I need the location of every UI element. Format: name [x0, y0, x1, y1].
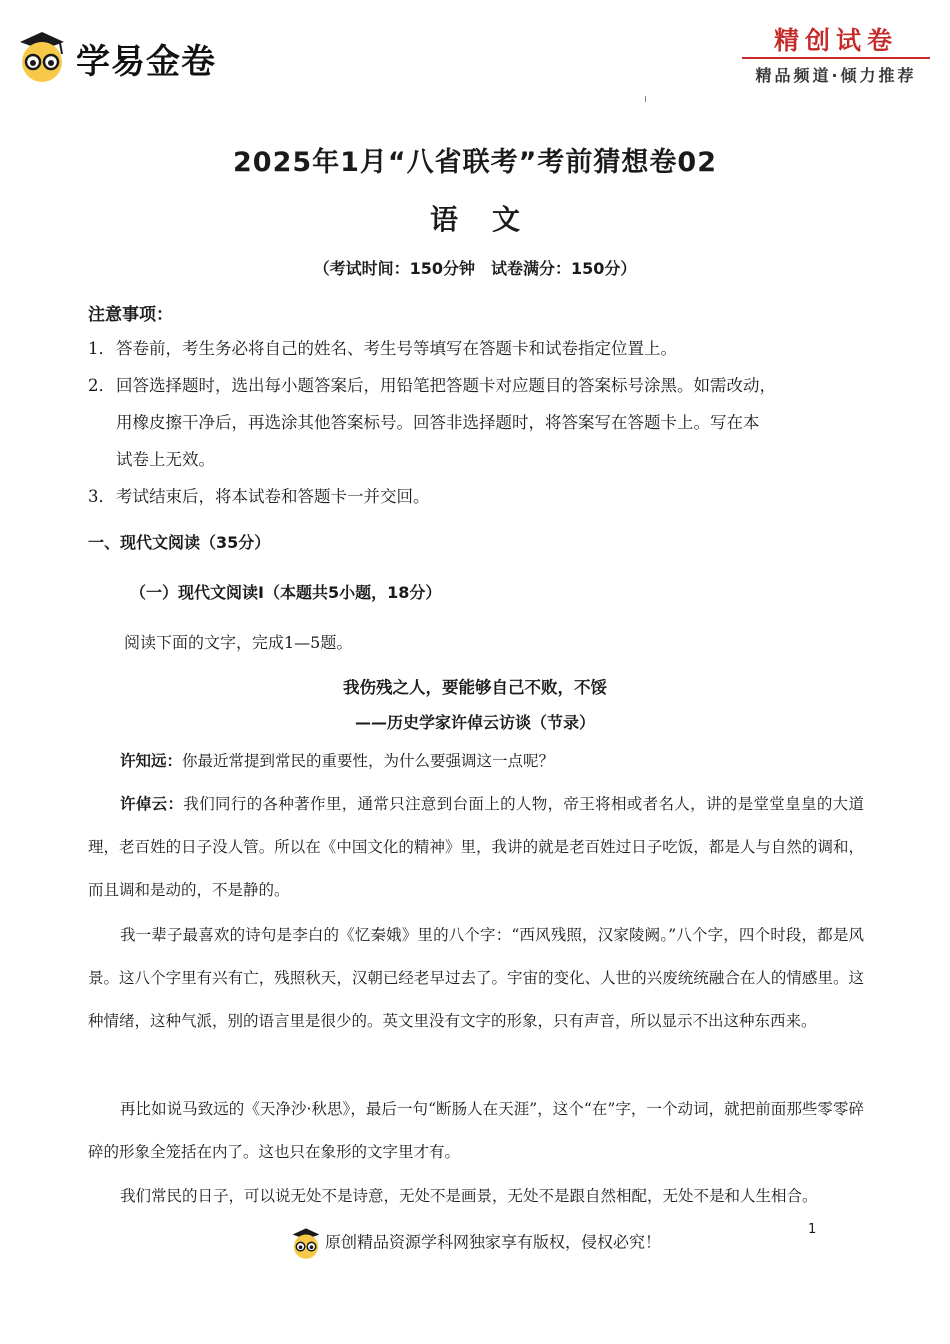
speaker-label: 许倬云： [120, 795, 184, 813]
article-paragraph-4: 再比如说马致远的《天净沙·秋思》，最后一句“断肠人在天涯”，这个“在”字，一个动词，就把前面那些零零碎碎的形象全笼括在内了。这也只在象形的文字里才有。 [88, 1100, 864, 1161]
notes-heading: 注意事项： [88, 305, 173, 325]
note-item-2: 2．回答选择题时，选出每小题答案后，用铅笔把答题卡对应题目的答案标号涂黑。如需改动， 用橡皮擦干净后，再选涂其他答案标号。回答非选择题时，将答案写在答题卡上。写在本 试卷上无效。 [88, 376, 776, 469]
note-item-1: 1．答卷前，考生务必将自己的姓名、考生号等填写在答题卡和试卷指定位置上。 [88, 339, 677, 358]
brand-divider [742, 57, 930, 59]
brand-logo-right [736, 26, 936, 90]
owl-mascot-icon [14, 28, 70, 84]
brand-logo-left [14, 26, 244, 84]
section-heading: 一、现代文阅读（35分） [88, 533, 271, 552]
brand-slogan: 精品频道·倾力推荐 [755, 66, 917, 85]
page-number: 1 [808, 1222, 817, 1237]
note-item-3: 3．考试结束后，将本试卷和答题卡一并交回。 [88, 487, 430, 506]
subsection-heading: （一）现代文阅读Ⅰ（本题共5小题，18分） [130, 583, 442, 602]
decorative-tick [645, 96, 646, 102]
exam-time-info: （考试时间：150分钟 试卷满分：150分） [313, 259, 637, 278]
article-paragraph-5: 我们常民的日子，可以说无处不是诗意，无处不是画景，无处不是跟自然相配，无处不是和人生相合。 [120, 1187, 818, 1205]
article-title: 我伤残之人，要能够自己不败，不馁 [343, 678, 607, 697]
article-paragraph-2: 许倬云：我们同行的各种著作里，通常只注意到台面上的人物，帝王将相或者名人，讲的是堂堂皇皇的大道理，老百姓的日子没人管。所以在《中国文化的精神》里，我讲的就是老百姓过日子吃饭，都是人与自然的调和，而且调和是动的，不是静的。 [88, 795, 864, 899]
article-paragraph-1: 许知远：你最近常提到常民的重要性，为什么要强调这一点呢？ [120, 752, 555, 770]
article-subtitle: ——历史学家许倬云访谈（节录） [354, 713, 595, 732]
reading-instruction: 阅读下面的文字，完成1—5题。 [124, 633, 353, 652]
brand-name-right: 精创试卷 [773, 26, 898, 55]
exam-subject: 语文 [429, 203, 554, 236]
owl-mascot-icon [289, 1226, 323, 1260]
article-paragraph-3: 我一辈子最喜欢的诗句是李白的《忆秦娥》里的八个字：“西风残照，汉家陵阙。”八个字，四个时段，都是风景。这八个字里有兴有亡，残照秋天，汉朝已经老早过去了。宇宙的变化、人世的兴废统统融合在人的情感里。这种情绪，这种气派，别的语言里是很少的。英文里没有文字的形象，只有声音，所以显示不出这种东西来。 [88, 926, 864, 1030]
copyright-text: 原创精品资源学科网独家享有版权，侵权必究！ [324, 1232, 661, 1252]
exam-title: 2025年1月“八省联考”考前猜想卷02 [233, 147, 717, 178]
speaker-label: 许知远： [120, 752, 183, 770]
brand-name-left: 学易金卷 [76, 42, 216, 82]
